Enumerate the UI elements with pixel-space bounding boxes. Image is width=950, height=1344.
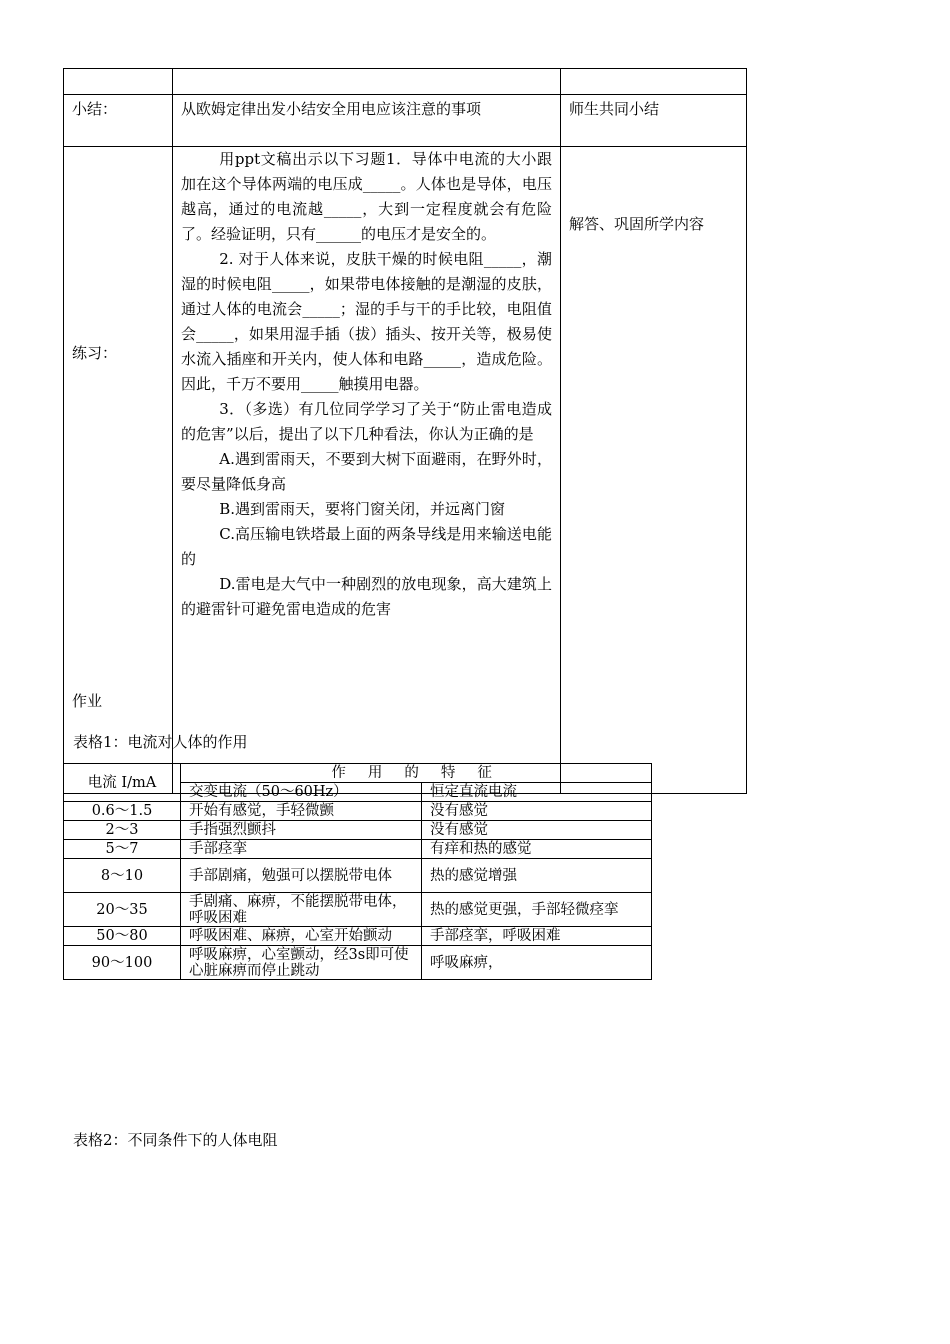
table-row [64,69,747,95]
ac-cell: 手部痉挛 [181,840,422,859]
summary-activity: 师生共同小结 [561,95,747,147]
summary-row [64,95,747,147]
dc-cell: 热的感觉增强 [422,859,652,893]
dc-cell: 没有感觉 [422,821,652,840]
table-row [64,840,652,859]
ac-cell: 呼吸麻痹，心室颤动，经3s即可使心脏麻痹而停止跳动 [181,946,422,980]
practice-row [64,147,747,794]
summary-label: 小结： [64,95,173,147]
summary-content: 从欧姆定律出发小结安全用电应该注意的事项 [173,95,561,147]
current-cell: 5～7 [64,840,181,859]
table-row [64,821,652,840]
current-cell: 0.6～1.5 [64,802,181,821]
practice-label-cell [64,147,173,794]
option-a: A.遇到雷雨天，不要到大树下面避雨，在野外时，要尽量降低身高 [181,450,552,493]
practice-content [173,147,561,794]
option-b: B.遇到雷雨天，要将门窗关闭，并远离门窗 [219,500,506,518]
dc-cell: 没有感觉 [422,802,652,821]
current-cell: 8～10 [64,859,181,893]
empty-cell [64,69,173,95]
exercise-1: 用ppt文稿出示以下习题1．导体中电流的大小跟加在这个导体两端的电压成_____。人体也是导体，电压越高，通过的电流越_____，大到一定程度就会有危险了。经验证明，只有______的电压才是安全的。 [181,150,552,243]
ac-cell: 手指强烈颤抖 [181,821,422,840]
current-cell: 50～80 [64,927,181,946]
practice-label: 练习： [72,344,118,362]
table-row [64,927,652,946]
table-row [64,946,652,980]
table-row [64,859,652,893]
table-header-row [64,764,652,783]
table2-caption: 表格2：不同条件下的人体电阻 [73,1131,278,1149]
header-current: 电流 I/mA [64,764,181,802]
current-cell: 2～3 [64,821,181,840]
ac-cell: 开始有感觉，手轻微颤 [181,802,422,821]
header-ac: 交变电流（50～60Hz） [181,783,422,802]
option-c: C.高压输电铁塔最上面的两条导线是用来输送电能的 [181,525,552,568]
dc-cell: 有痒和热的感觉 [422,840,652,859]
dc-cell: 热的感觉更强，手部轻微痉挛 [422,893,652,927]
empty-cell [561,69,747,95]
header-dc: 恒定直流电流 [422,783,652,802]
practice-activity: 解答、巩固所学内容 [561,147,747,794]
exercise-3: 3．（多选）有几位同学学习了关于“防止雷电造成的危害”以后，提出了以下几种看法，你认为正确的是 [181,400,552,443]
current-cell: 90～100 [64,946,181,980]
header-effect: 作 用 的 特 征 [181,764,652,783]
ac-cell: 呼吸困难、麻痹，心室开始颤动 [181,927,422,946]
current-cell: 20～35 [64,893,181,927]
dc-cell: 呼吸麻痹， [422,946,652,980]
exercise-2: 2. 对于人体来说，皮肤干燥的时候电阻_____，潮湿的时候电阻_____，如果带电体接触的是潮湿的皮肤，通过人体的电流会_____；湿的手与干的手比较，电阻值会_____，如果用湿手插（拔）插头、按开关等，极易使水流入插座和开关内，使人体和电路_____，造成危险。因此，千万不要用_____触摸用电器。 [181,250,552,393]
table-row [64,802,652,821]
current-effect-table [63,763,652,980]
empty-cell [173,69,561,95]
ac-cell: 手剧痛、麻痹，不能摆脱带电体，呼吸困难 [181,893,422,927]
homework-label: 作业 [72,692,103,710]
table-row [64,893,652,927]
ac-cell: 手部剧痛，勉强可以摆脱带电体 [181,859,422,893]
dc-cell: 手部痉挛，呼吸困难 [422,927,652,946]
lesson-plan-table [63,68,747,794]
option-d: D.雷电是大气中一种剧烈的放电现象，高大建筑上的避雷针可避免雷电造成的危害 [181,575,552,618]
table1-caption: 表格1：电流对人体的作用 [73,733,248,751]
